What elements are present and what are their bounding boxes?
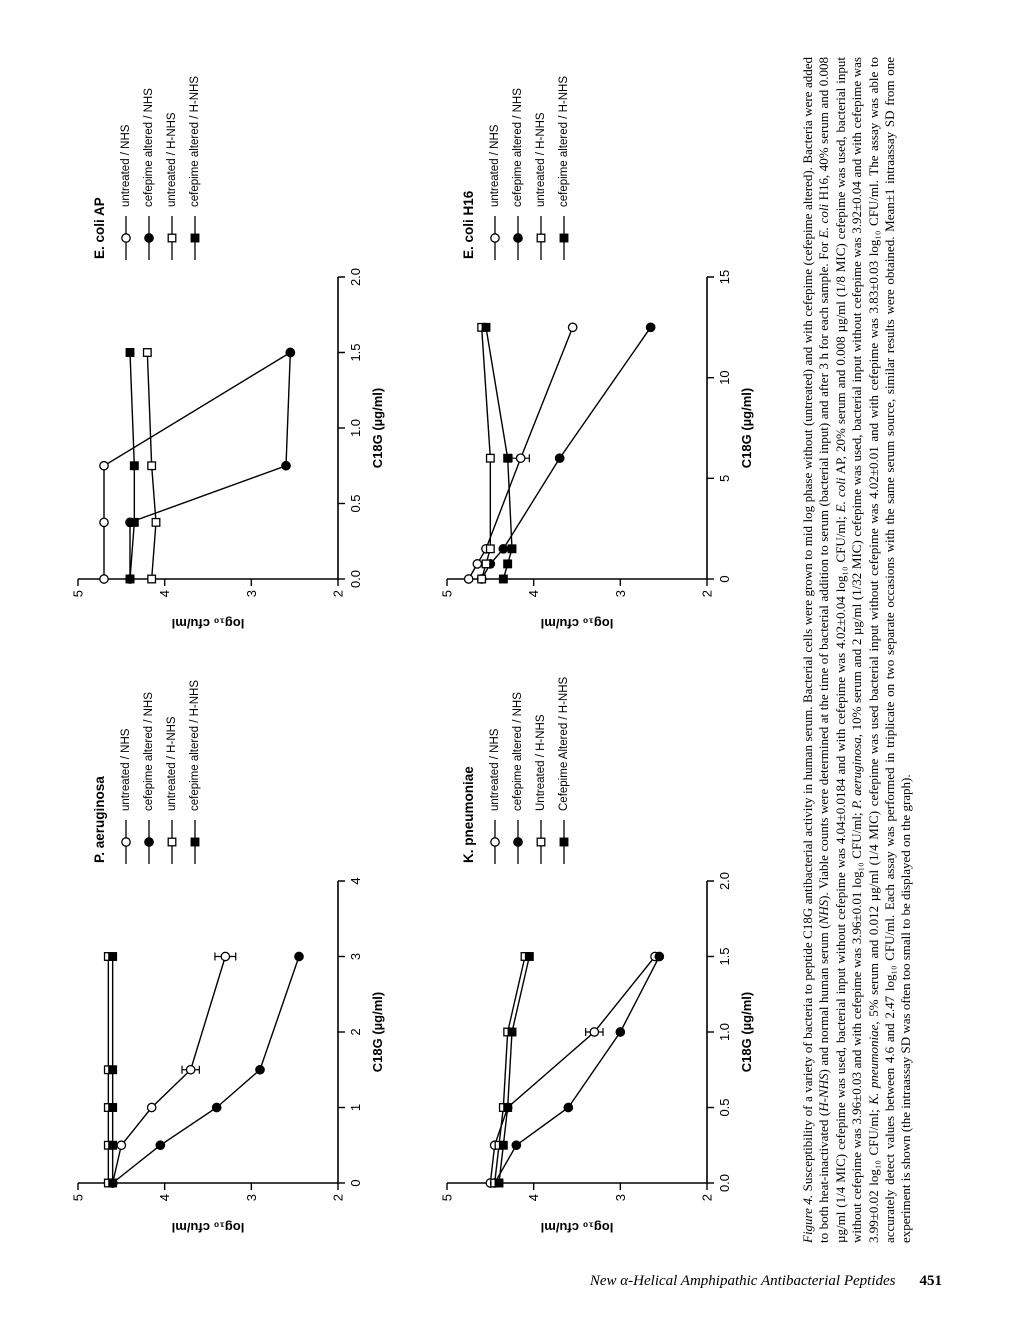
legend-entry [142, 71, 156, 261]
x-axis-label: C18G (µg/ml) [739, 387, 754, 469]
y-tick-label: 2 [330, 1194, 346, 1202]
data-point-circle-open [221, 952, 229, 960]
chart-panel-k-pneumoniae [435, 659, 770, 1239]
legend-label: untreated / NHS [120, 728, 132, 811]
caption-segment: AP, 20% serum and 0.008 µg/ml (1/8 MIC) cefepime was used, bacterial input without cefepime was 3.96±0.03 and with cefepime was 3.96±0.01 log₁₀ CFU/ml; [832, 57, 865, 1243]
data-point-circle-open [491, 838, 499, 846]
legend-label: Untreated / H-NHS [535, 714, 547, 811]
data-point-circle-filled [145, 234, 153, 242]
legend-e-coli-h16 [461, 71, 580, 261]
legend-label: cefepime altered / NHS [143, 692, 155, 811]
data-point-circle-filled [156, 1141, 164, 1149]
y-tick-label: 4 [526, 1194, 542, 1202]
data-point-square-filled [526, 953, 534, 961]
data-point-square-filled [109, 1104, 117, 1112]
legend-entry [119, 71, 133, 261]
legend-label: cefepime altered / NHS [512, 88, 524, 207]
legend-label: cefepime altered / H-NHS [189, 679, 201, 811]
caption-segment: ). Viable counts were determined at the time of bacterial addition to serum (bacterial input) and after 3 h for each sample. For [816, 238, 832, 900]
data-point-circle-open [117, 1141, 125, 1149]
data-point-square-open [537, 838, 545, 846]
x-axis-label: C18G (µg/ml) [370, 387, 385, 469]
data-point-square-open [482, 560, 490, 568]
data-point-square-filled [126, 349, 134, 357]
x-tick-label: 10 [717, 370, 732, 385]
plot-k-pneumoniae [435, 867, 765, 1239]
data-point-circle-open [100, 575, 108, 583]
legend-symbol-holder [142, 819, 156, 865]
data-point-circle-open [473, 560, 481, 568]
circle-filled-legend-symbol [142, 819, 156, 865]
caption-segment: Susceptibility of a variety of bacteria to peptide C18G antibacterial activity in human serum. Bacterial cells were grown to mid log phase without (untreated) and with cefepime (cefepime altered). Bacteria were added to both heat-inactivated ( [800, 57, 832, 1243]
legend-entry [534, 71, 548, 261]
caption-segment: Figure 4. [800, 1194, 815, 1243]
data-point-circle-filled [616, 1028, 624, 1036]
y-axis-label: log₁₀ cfu/ml [540, 616, 614, 631]
x-tick-label: 1.5 [348, 343, 363, 362]
x-tick-label: 0 [717, 575, 732, 583]
x-tick-label: 3 [348, 952, 363, 961]
legend-p-aeruginosa [92, 675, 211, 865]
y-axis-label: log₁₀ cfu/ml [171, 1220, 245, 1235]
plot-area-e-coli-ap [66, 263, 401, 635]
x-tick-label: 0.5 [717, 1098, 732, 1117]
legend-symbol-holder [557, 819, 571, 865]
y-tick-label: 2 [330, 590, 346, 598]
y-tick-label: 5 [70, 1194, 86, 1202]
x-axis-label: C18G (µg/ml) [739, 991, 754, 1073]
y-tick-label: 5 [439, 590, 455, 598]
legend-entry [557, 71, 571, 261]
y-axis-label: log₁₀ cfu/ml [540, 1220, 614, 1235]
legend-label: untreated / NHS [120, 124, 132, 207]
data-point-square-filled [508, 545, 516, 553]
data-point-square-open [168, 234, 176, 242]
square-open-legend-symbol [165, 215, 179, 261]
circle-open-legend-symbol [488, 215, 502, 261]
legend-label: cefepime altered / H-NHS [189, 75, 201, 207]
legend-symbol-holder [534, 819, 548, 865]
y-tick-label: 5 [439, 1194, 455, 1202]
data-point-square-open [487, 454, 495, 462]
data-point-square-filled [500, 575, 508, 583]
data-point-circle-filled [295, 952, 303, 960]
legend-entry [488, 71, 502, 261]
legend-entry [188, 71, 202, 261]
legend-entry [165, 675, 179, 865]
data-point-circle-open [122, 838, 130, 846]
x-tick-label: 0 [348, 1179, 363, 1187]
rotated-figure-container [40, 55, 970, 1245]
y-tick-label: 3 [612, 1194, 628, 1202]
data-point-circle-open [491, 234, 499, 242]
data-point-square-filled [109, 1066, 117, 1074]
x-tick-label: 2.0 [348, 267, 363, 287]
data-point-square-filled [109, 1141, 117, 1149]
legend-entry [511, 71, 525, 261]
panel-title: E. coli AP [92, 197, 107, 259]
data-point-circle-filled [555, 454, 563, 462]
legend-symbol-holder [488, 819, 502, 865]
panel-title: K. pneumoniae [461, 766, 476, 863]
series-line-circle-open [113, 957, 226, 1184]
data-point-circle-open [590, 1028, 598, 1036]
legend-label: untreated / H-NHS [166, 716, 178, 811]
y-tick-label: 5 [70, 590, 86, 598]
data-point-square-filled [560, 234, 568, 242]
legend-k-pneumoniae [461, 675, 580, 865]
caption-segment: ) and normal human serum ( [816, 924, 832, 1074]
caption-segment: E. coli [832, 477, 848, 513]
legend-symbol-holder [534, 215, 548, 261]
x-tick-label: 0.0 [717, 1173, 732, 1193]
panel-title: E. coli H16 [461, 190, 476, 259]
legend-entry [534, 675, 548, 865]
x-axis-label: C18G (µg/ml) [370, 991, 385, 1073]
square-open-legend-symbol [534, 819, 548, 865]
legend-entry [188, 675, 202, 865]
data-point-square-open [487, 545, 495, 553]
data-point-circle-open [122, 234, 130, 242]
data-point-square-filled [500, 1141, 508, 1149]
data-point-square-open [148, 575, 156, 583]
legend-label: untreated / H-NHS [166, 112, 178, 207]
data-point-circle-filled [514, 234, 522, 242]
figure-panels [40, 55, 770, 1245]
data-point-circle-open [186, 1066, 194, 1074]
data-point-square-filled [131, 519, 139, 527]
y-tick-label: 3 [612, 590, 628, 598]
square-filled-legend-symbol [557, 819, 571, 865]
y-axis-label: log₁₀ cfu/ml [171, 616, 245, 631]
legend-symbol-holder [165, 215, 179, 261]
circle-filled-legend-symbol [142, 215, 156, 261]
data-point-circle-filled [256, 1066, 264, 1074]
legend-e-coli-ap [92, 71, 211, 261]
legend-label: untreated / H-NHS [535, 112, 547, 207]
square-filled-legend-symbol [188, 819, 202, 865]
data-point-circle-filled [512, 1141, 520, 1149]
data-point-square-filled [495, 1179, 503, 1187]
caption-segment: H-NHS [816, 1073, 832, 1112]
caption-segment: NHS [816, 899, 832, 925]
data-point-square-open [168, 838, 176, 846]
caption-segment: P. aeruginosa [849, 737, 865, 809]
plot-area-e-coli-h16 [435, 263, 770, 635]
data-point-circle-open [516, 454, 524, 462]
data-point-square-filled [191, 234, 199, 242]
data-point-square-filled [109, 1179, 117, 1187]
legend-entry [511, 675, 525, 865]
square-filled-legend-symbol [188, 215, 202, 261]
chart-panel-e-coli-h16 [435, 55, 770, 635]
caption-segment: , 10% serum and 2 µg/ml (1/32 MIC) cefepime was used, bacterial input without cefepime was 3.92±0.04 and with cefepime was 3.99±0.02 log₁₀ CFU/ml; [849, 57, 881, 1243]
circle-open-legend-symbol [119, 819, 133, 865]
legend-entry [488, 675, 502, 865]
data-point-circle-filled [145, 838, 153, 846]
series-line-circle-filled [113, 957, 299, 1184]
y-tick-label: 4 [157, 590, 173, 598]
x-tick-label: 2.0 [717, 871, 732, 891]
x-tick-label: 0.5 [348, 494, 363, 513]
data-point-square-filled [508, 1028, 516, 1036]
caption-segment: , 5% serum and 0.012 µg/ml (1/4 MIC) cefepime was used bacterial input without cefepime was 4.02±0.01 and with cefepime was 3.83±0.03 log₁₀ CFU/ml. The assay was able to accurately detect values between 4.6 and 2.47 log₁₀ CFU/ml. Each assay was performed in triplicate on two separate occasions with the same serum source, similar results were obtained. Mean±1 intraassay SD from one experiment is shown (the intraassay SD was often too small to be displayed on the graph). [865, 57, 914, 1243]
chart-panel-p-aeruginosa [66, 659, 401, 1239]
caption-segment: K. pneumoniae [865, 1024, 881, 1105]
data-point-square-filled [191, 838, 199, 846]
y-tick-label: 2 [699, 1194, 715, 1202]
legend-label: untreated / NHS [489, 124, 501, 207]
data-point-circle-open [147, 1103, 155, 1111]
y-tick-label: 2 [699, 590, 715, 598]
data-point-circle-filled [499, 545, 507, 553]
plot-area-p-aeruginosa [66, 867, 401, 1239]
square-filled-legend-symbol [557, 215, 571, 261]
y-tick-label: 4 [157, 1194, 173, 1202]
data-point-square-filled [126, 575, 134, 583]
data-point-circle-open [100, 518, 108, 526]
plot-area-k-pneumoniae [435, 867, 770, 1239]
circle-open-legend-symbol [119, 215, 133, 261]
data-point-circle-open [464, 575, 472, 583]
data-point-square-filled [482, 324, 490, 332]
circle-filled-legend-symbol [511, 215, 525, 261]
legend-entry [142, 675, 156, 865]
legend-symbol-holder [488, 215, 502, 261]
plot-e-coli-ap [66, 263, 396, 635]
legend-symbol-holder [119, 215, 133, 261]
legend-symbol-holder [511, 215, 525, 261]
legend-label: cefepime altered / NHS [512, 692, 524, 811]
data-point-circle-filled [646, 323, 654, 331]
data-point-circle-open [568, 323, 576, 331]
data-point-square-filled [504, 454, 512, 462]
legend-symbol-holder [557, 215, 571, 261]
legend-symbol-holder [142, 215, 156, 261]
square-open-legend-symbol [534, 215, 548, 261]
x-tick-label: 1.0 [717, 1022, 732, 1042]
legend-label: Cefepime Altered / H-NHS [558, 676, 570, 811]
plot-p-aeruginosa [66, 867, 396, 1239]
legend-symbol-holder [511, 819, 525, 865]
caption-segment: H16, 40% serum and 0.008 µg/ml (1/4 MIC) cefepime was used, bacterial input without cefepime was 4.04±0.0184 and with cefepime was 4.02±0.04 log₁₀ CFU/ml; [816, 56, 848, 1243]
data-point-circle-filled [212, 1103, 220, 1111]
data-point-square-open [148, 462, 156, 470]
square-open-legend-symbol [165, 819, 179, 865]
legend-entry [119, 675, 133, 865]
x-tick-label: 15 [717, 269, 732, 285]
y-tick-label: 3 [243, 1194, 259, 1202]
data-point-square-filled [504, 560, 512, 568]
data-point-square-open [478, 575, 486, 583]
data-point-circle-filled [286, 348, 294, 356]
data-point-square-open [152, 519, 160, 527]
figure-caption [800, 57, 915, 1243]
x-tick-label: 2 [348, 1028, 363, 1036]
legend-symbol-holder [165, 819, 179, 865]
chart-panel-e-coli-ap [66, 55, 401, 635]
data-point-circle-filled [655, 952, 663, 960]
x-tick-label: 5 [717, 474, 732, 482]
circle-filled-legend-symbol [511, 819, 525, 865]
data-point-square-open [144, 349, 152, 357]
y-tick-label: 4 [526, 590, 542, 598]
x-tick-label: 1 [348, 1103, 363, 1112]
data-point-circle-filled [564, 1103, 572, 1111]
legend-entry [165, 71, 179, 261]
legend-label: cefepime altered / NHS [143, 88, 155, 207]
y-tick-label: 3 [243, 590, 259, 598]
data-point-square-filled [560, 838, 568, 846]
legend-label: untreated / NHS [489, 728, 501, 811]
data-point-square-open [537, 234, 545, 242]
x-tick-label: 4 [348, 877, 363, 885]
legend-label: cefepime altered / H-NHS [558, 75, 570, 207]
data-point-square-filled [504, 1104, 512, 1112]
page-number: 451 [919, 1273, 942, 1289]
x-tick-label: 1.0 [348, 418, 363, 438]
x-tick-label: 1.5 [717, 947, 732, 966]
data-point-square-filled [131, 462, 139, 470]
legend-symbol-holder [119, 819, 133, 865]
legend-symbol-holder [188, 215, 202, 261]
plot-e-coli-h16 [435, 263, 765, 635]
page-footer [590, 1273, 942, 1290]
legend-entry [557, 675, 571, 865]
data-point-circle-filled [514, 838, 522, 846]
journal-title: New α-Helical Amphipathic Antibacterial Peptides [589, 1273, 896, 1289]
x-tick-label: 0.0 [348, 569, 363, 589]
circle-open-legend-symbol [488, 819, 502, 865]
data-point-circle-open [100, 462, 108, 470]
panel-title: P. aeruginosa [92, 776, 107, 863]
data-point-circle-filled [282, 462, 290, 470]
caption-segment: E. coli [816, 203, 832, 239]
data-point-square-filled [109, 953, 117, 961]
legend-symbol-holder [188, 819, 202, 865]
